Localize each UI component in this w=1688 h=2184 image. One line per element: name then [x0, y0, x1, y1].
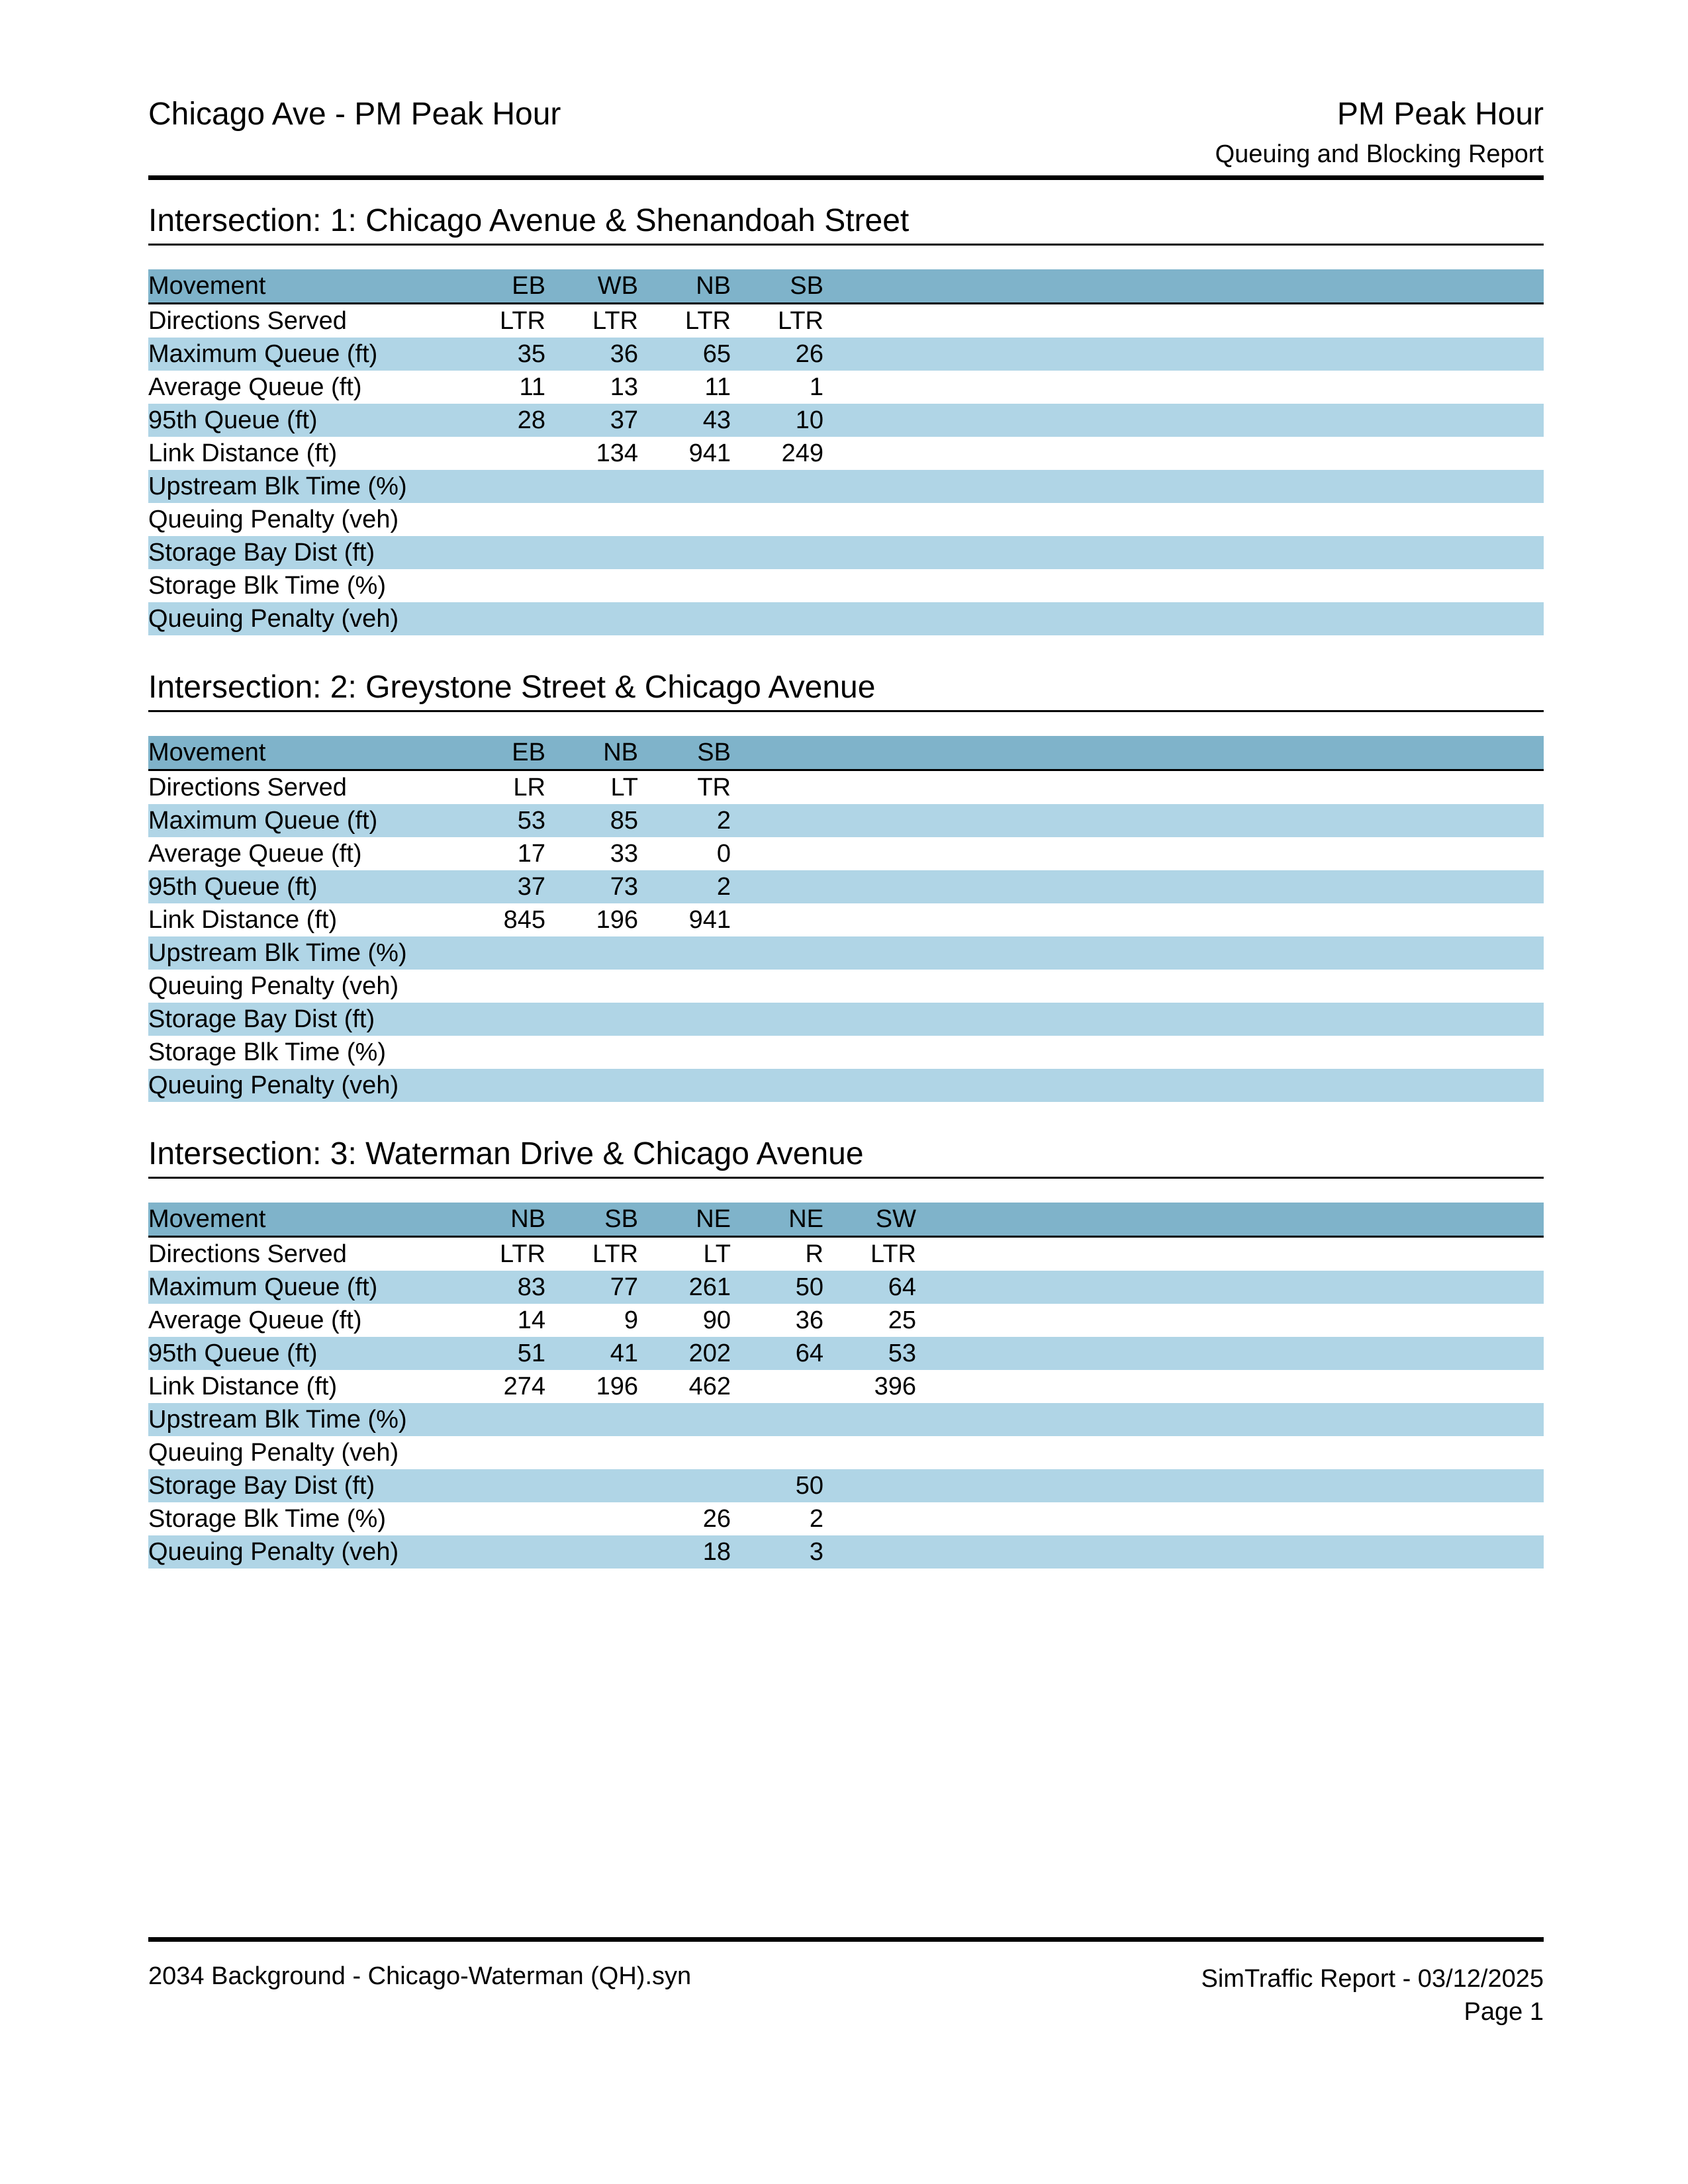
cell-value: 3 [731, 1535, 823, 1569]
footer-app: SimTraffic Report - 03/12/2025 [1201, 1965, 1544, 1993]
row-fill [731, 1069, 1544, 1102]
cell-value: 462 [688, 1373, 731, 1400]
table-row [148, 1271, 1544, 1304]
row-label: Directions Served [148, 307, 347, 335]
intersection-title: Intersection: 2: Greystone Street & Chicago Avenue [148, 665, 1544, 712]
cell-value [545, 470, 638, 503]
cell-value: 50 [731, 1469, 823, 1502]
cell-value: 941 [688, 906, 731, 934]
column-header: NE [638, 1203, 731, 1237]
table-row [148, 1003, 1544, 1036]
cell-value [453, 1403, 545, 1436]
row-fill [731, 804, 1544, 837]
cell-value: LTR [778, 307, 823, 335]
report-period: PM Peak Hour [1336, 97, 1544, 132]
table-row [148, 338, 1544, 371]
cell-value [638, 1069, 731, 1102]
cell-value [545, 1535, 638, 1569]
row-label: Maximum Queue (ft) [148, 338, 453, 371]
cell-value: LTR [500, 1240, 545, 1268]
intersection-section-1 [148, 199, 1544, 635]
cell-value [638, 602, 731, 635]
cell-value [453, 470, 545, 503]
cell-value [453, 569, 545, 602]
cell-value: 73 [545, 870, 638, 903]
table-row [148, 804, 1544, 837]
cell-value: 83 [453, 1271, 545, 1304]
cell-value: 249 [781, 439, 823, 467]
cell-value [453, 1069, 545, 1102]
column-header: NB [545, 736, 638, 770]
cell-value: 26 [702, 1505, 731, 1533]
row-label: Average Queue (ft) [148, 1306, 362, 1334]
cell-value [731, 536, 823, 569]
row-fill [731, 1036, 1544, 1069]
table-row [148, 602, 1544, 635]
table-row [148, 1069, 1544, 1102]
row-label: Maximum Queue (ft) [148, 804, 453, 837]
cell-value: 64 [823, 1271, 916, 1304]
row-fill [916, 1370, 1544, 1403]
cell-value: 134 [596, 439, 638, 467]
cell-value [638, 470, 731, 503]
row-label: Directions Served [148, 774, 347, 801]
header-fill [916, 1203, 1544, 1237]
row-fill [823, 536, 1544, 569]
cell-value: 43 [638, 404, 731, 437]
cell-value: LR [513, 774, 545, 801]
table-row [148, 837, 1544, 870]
table-row [148, 1436, 1544, 1469]
row-fill [731, 936, 1544, 970]
cell-value: R [805, 1240, 823, 1268]
cell-value [453, 1502, 545, 1535]
cell-value [823, 1535, 916, 1569]
intersection-title: Intersection: 3: Waterman Drive & Chicago Avenue [148, 1132, 1544, 1179]
row-label: Queuing Penalty (veh) [148, 602, 453, 635]
row-fill [731, 1003, 1544, 1036]
cell-value: 17 [517, 840, 545, 868]
column-header: SB [545, 1203, 638, 1237]
table-row [148, 1535, 1544, 1569]
footer-rule [148, 1937, 1544, 1942]
cell-value [638, 1003, 731, 1036]
cell-value: LTR [592, 307, 638, 335]
cell-value [545, 1069, 638, 1102]
row-fill [823, 437, 1544, 470]
row-fill [823, 503, 1544, 536]
row-fill [916, 1469, 1544, 1502]
cell-value: 36 [795, 1306, 823, 1334]
cell-value: 13 [610, 373, 638, 401]
row-label: Link Distance (ft) [148, 906, 338, 934]
cell-value [545, 569, 638, 602]
column-header: SB [638, 736, 731, 770]
row-label: Storage Bay Dist (ft) [148, 1003, 453, 1036]
footer-info [1201, 1962, 1544, 2028]
cell-value [823, 1502, 916, 1535]
cell-value: 90 [702, 1306, 731, 1334]
cell-value [453, 1003, 545, 1036]
cell-value: 274 [503, 1373, 545, 1400]
cell-value [731, 602, 823, 635]
cell-value: 41 [545, 1337, 638, 1370]
table-row [148, 470, 1544, 503]
row-fill [916, 1436, 1544, 1469]
row-fill [731, 770, 1544, 805]
cell-value: 50 [731, 1271, 823, 1304]
row-fill [823, 404, 1544, 437]
table-header-row [148, 736, 1544, 770]
cell-value: 196 [596, 1373, 638, 1400]
column-header: SB [731, 269, 823, 304]
row-fill [823, 371, 1544, 404]
row-label: Average Queue (ft) [148, 840, 362, 868]
cell-value: 941 [688, 439, 731, 467]
table-row [148, 870, 1544, 903]
cell-value: 65 [638, 338, 731, 371]
cell-value [453, 536, 545, 569]
cell-value [638, 1469, 731, 1502]
cell-value [453, 437, 545, 470]
header-fill [823, 269, 1544, 304]
row-fill [916, 1535, 1544, 1569]
row-label: 95th Queue (ft) [148, 1337, 453, 1370]
cell-value: 1 [809, 373, 823, 401]
cell-value: 36 [545, 338, 638, 371]
cell-value [638, 503, 731, 536]
row-label: Link Distance (ft) [148, 439, 338, 467]
row-fill [916, 1237, 1544, 1271]
cell-value [731, 470, 823, 503]
column-header-movement: Movement [148, 1203, 453, 1237]
cell-value: 28 [453, 404, 545, 437]
cell-value: 64 [731, 1337, 823, 1370]
cell-value: 37 [453, 870, 545, 903]
footer-page: Page 1 [1464, 1998, 1544, 2026]
cell-value: 51 [453, 1337, 545, 1370]
cell-value: 11 [519, 373, 545, 401]
cell-value: LTR [500, 307, 545, 335]
row-label: Queuing Penalty (veh) [148, 972, 399, 1000]
row-label: Queuing Penalty (veh) [148, 1069, 453, 1102]
table-row [148, 1036, 1544, 1069]
row-fill [823, 602, 1544, 635]
table-header-row [148, 1203, 1544, 1237]
table-row [148, 936, 1544, 970]
row-fill [916, 1502, 1544, 1535]
cell-value: 85 [545, 804, 638, 837]
table-row [148, 903, 1544, 936]
cell-value: 845 [503, 906, 545, 934]
table-row [148, 1403, 1544, 1436]
column-header: NE [731, 1203, 823, 1237]
queue-table [148, 1203, 1544, 1569]
cell-value [453, 602, 545, 635]
cell-value [731, 569, 823, 602]
table-row [148, 569, 1544, 602]
cell-value [823, 1469, 916, 1502]
table-row [148, 404, 1544, 437]
row-label: Average Queue (ft) [148, 373, 362, 401]
cell-value: 53 [823, 1337, 916, 1370]
cell-value [545, 1469, 638, 1502]
cell-value: 2 [809, 1505, 823, 1533]
cell-value: 77 [545, 1271, 638, 1304]
footer-file: 2034 Background - Chicago-Waterman (QH).syn [148, 1962, 692, 1990]
table-row [148, 970, 1544, 1003]
row-fill [731, 903, 1544, 936]
cell-value [545, 1003, 638, 1036]
cell-value [545, 503, 638, 536]
row-fill [731, 870, 1544, 903]
row-fill [731, 970, 1544, 1003]
cell-value: 396 [874, 1373, 916, 1400]
row-label: Queuing Penalty (veh) [148, 506, 399, 533]
cell-value: 33 [610, 840, 638, 868]
intersection-section-2 [148, 665, 1544, 1102]
table-header-row [148, 269, 1544, 304]
cell-value [823, 1403, 916, 1436]
cell-value: 196 [596, 906, 638, 934]
column-header: NB [638, 269, 731, 304]
cell-value [638, 1436, 731, 1469]
row-label: Storage Blk Time (%) [148, 1038, 386, 1066]
cell-value: 9 [624, 1306, 638, 1334]
row-fill [823, 569, 1544, 602]
column-header: WB [545, 269, 638, 304]
row-label: 95th Queue (ft) [148, 404, 453, 437]
cell-value [638, 1403, 731, 1436]
row-fill [916, 1304, 1544, 1337]
cell-value [453, 503, 545, 536]
cell-value [453, 936, 545, 970]
cell-value [453, 1436, 545, 1469]
row-label: Link Distance (ft) [148, 1373, 338, 1400]
cell-value [731, 1436, 823, 1469]
row-label: Storage Bay Dist (ft) [148, 536, 453, 569]
cell-value: 2 [638, 870, 731, 903]
page-header [148, 93, 1544, 182]
cell-value [545, 536, 638, 569]
cell-value [453, 970, 545, 1003]
row-fill [916, 1271, 1544, 1304]
cell-value [545, 602, 638, 635]
row-label: Queuing Penalty (veh) [148, 1535, 453, 1569]
cell-value: 2 [638, 804, 731, 837]
row-label: Queuing Penalty (veh) [148, 1439, 399, 1467]
cell-value [545, 936, 638, 970]
column-header: NB [453, 1203, 545, 1237]
cell-value [638, 936, 731, 970]
cell-value: 35 [453, 338, 545, 371]
row-label: Storage Blk Time (%) [148, 1505, 386, 1533]
column-header: EB [453, 269, 545, 304]
cell-value [453, 1469, 545, 1502]
column-header-movement: Movement [148, 269, 453, 304]
cell-value: LT [610, 774, 638, 801]
row-label: 95th Queue (ft) [148, 870, 453, 903]
row-fill [731, 837, 1544, 870]
row-fill [823, 304, 1544, 338]
cell-value [545, 970, 638, 1003]
table-row [148, 1337, 1544, 1370]
table-row [148, 1304, 1544, 1337]
row-fill [823, 338, 1544, 371]
cell-value [453, 1036, 545, 1069]
cell-value: 53 [453, 804, 545, 837]
report-title: Chicago Ave - PM Peak Hour [148, 97, 561, 132]
intersection-title: Intersection: 1: Chicago Avenue & Shenandoah Street [148, 199, 1544, 246]
queue-table [148, 269, 1544, 635]
cell-value [545, 1403, 638, 1436]
cell-value: 11 [704, 373, 731, 401]
cell-value [638, 569, 731, 602]
row-fill [823, 470, 1544, 503]
cell-value [638, 536, 731, 569]
cell-value: TR [697, 774, 731, 801]
cell-value: LTR [685, 307, 731, 335]
cell-value [731, 1370, 823, 1403]
column-header-movement: Movement [148, 736, 453, 770]
row-label: Maximum Queue (ft) [148, 1271, 453, 1304]
row-label: Directions Served [148, 1240, 347, 1268]
cell-value: LTR [592, 1240, 638, 1268]
header-fill [731, 736, 1544, 770]
column-header: SW [823, 1203, 916, 1237]
cell-value: LT [703, 1240, 731, 1268]
cell-value [638, 1036, 731, 1069]
cell-value: 0 [716, 840, 731, 868]
header-rule [148, 175, 1544, 180]
queue-table [148, 736, 1544, 1102]
table-row [148, 1469, 1544, 1502]
column-header: EB [453, 736, 545, 770]
row-label: Storage Blk Time (%) [148, 572, 386, 600]
table-row [148, 503, 1544, 536]
cell-value: 37 [545, 404, 638, 437]
cell-value [545, 1436, 638, 1469]
cell-value [731, 1403, 823, 1436]
table-row [148, 1370, 1544, 1403]
table-row [148, 536, 1544, 569]
table-row [148, 371, 1544, 404]
cell-value [545, 1036, 638, 1069]
row-label: Upstream Blk Time (%) [148, 1403, 453, 1436]
table-row [148, 304, 1544, 338]
cell-value [638, 970, 731, 1003]
row-label: Upstream Blk Time (%) [148, 470, 453, 503]
table-row [148, 437, 1544, 470]
cell-value [731, 503, 823, 536]
cell-value: 261 [638, 1271, 731, 1304]
row-fill [916, 1337, 1544, 1370]
row-fill [916, 1403, 1544, 1436]
cell-value: 10 [731, 404, 823, 437]
cell-value: 18 [638, 1535, 731, 1569]
intersection-section-3 [148, 1132, 1544, 1569]
cell-value: LTR [870, 1240, 916, 1268]
table-row [148, 1502, 1544, 1535]
cell-value: 25 [888, 1306, 916, 1334]
report-type: Queuing and Blocking Report [1215, 140, 1544, 168]
table-row [148, 1237, 1544, 1271]
cell-value [823, 1436, 916, 1469]
cell-value [545, 1502, 638, 1535]
cell-value [453, 1535, 545, 1569]
cell-value: 202 [638, 1337, 731, 1370]
table-row [148, 770, 1544, 805]
cell-value: 14 [517, 1306, 545, 1334]
row-label: Storage Bay Dist (ft) [148, 1469, 453, 1502]
cell-value: 26 [731, 338, 823, 371]
row-label: Upstream Blk Time (%) [148, 936, 453, 970]
